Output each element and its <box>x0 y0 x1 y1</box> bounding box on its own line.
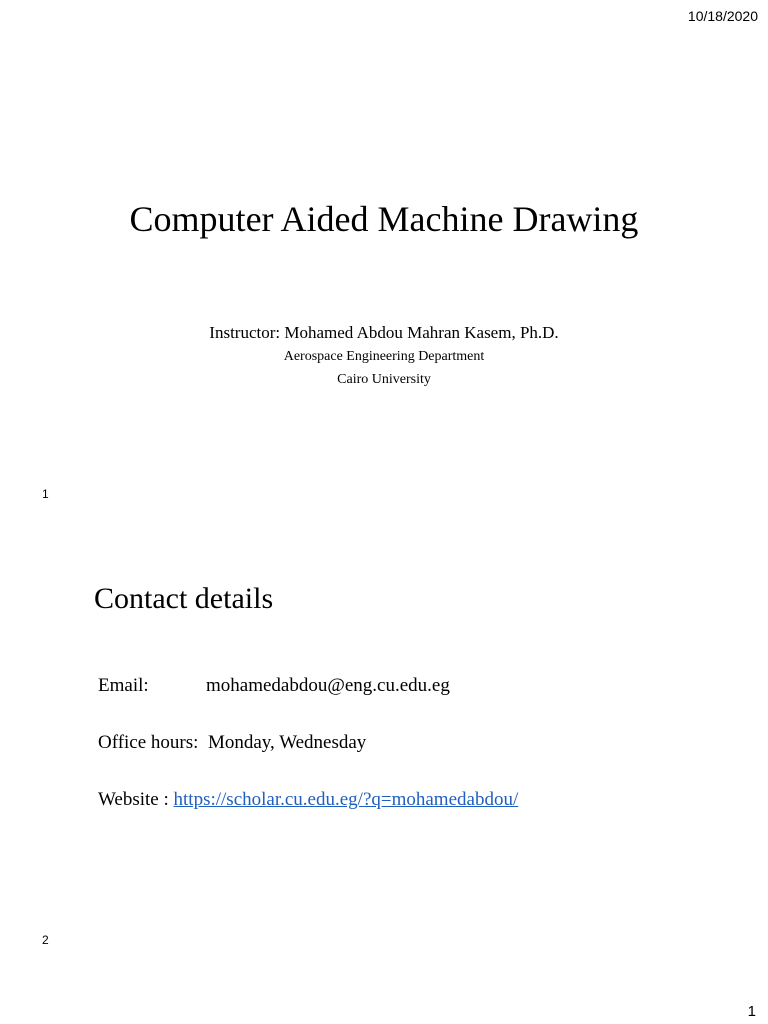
office-hours-label: Office hours: <box>98 732 199 753</box>
department-name: Aerospace Engineering Department <box>283 349 485 364</box>
website-link[interactable]: https://scholar.cu.edu.eg/?q=mohamedabdou/ <box>173 789 519 810</box>
page-date: 10/18/2020 <box>687 8 758 24</box>
contact-details-title: Contact details <box>94 582 274 615</box>
office-hours-row <box>98 732 366 754</box>
email-label: Email: <box>98 675 149 696</box>
office-hours-value: Monday, Wednesday <box>207 732 367 753</box>
email-value: mohamedabdou@eng.cu.edu.eg <box>206 675 450 696</box>
slide-number-2: 2 <box>42 933 49 947</box>
presentation-title: Computer Aided Machine Drawing <box>129 199 639 239</box>
website-label: Website : <box>98 789 169 810</box>
website-row <box>98 789 518 811</box>
email-row <box>98 675 450 697</box>
slide-2 <box>0 512 768 1024</box>
page-number: 1 <box>747 1003 756 1020</box>
instructor-name: Instructor: Mohamed Abdou Mahran Kasem, Ph.D. <box>209 323 559 342</box>
slide-number-1: 1 <box>42 487 49 501</box>
university-name: Cairo University <box>337 372 431 387</box>
